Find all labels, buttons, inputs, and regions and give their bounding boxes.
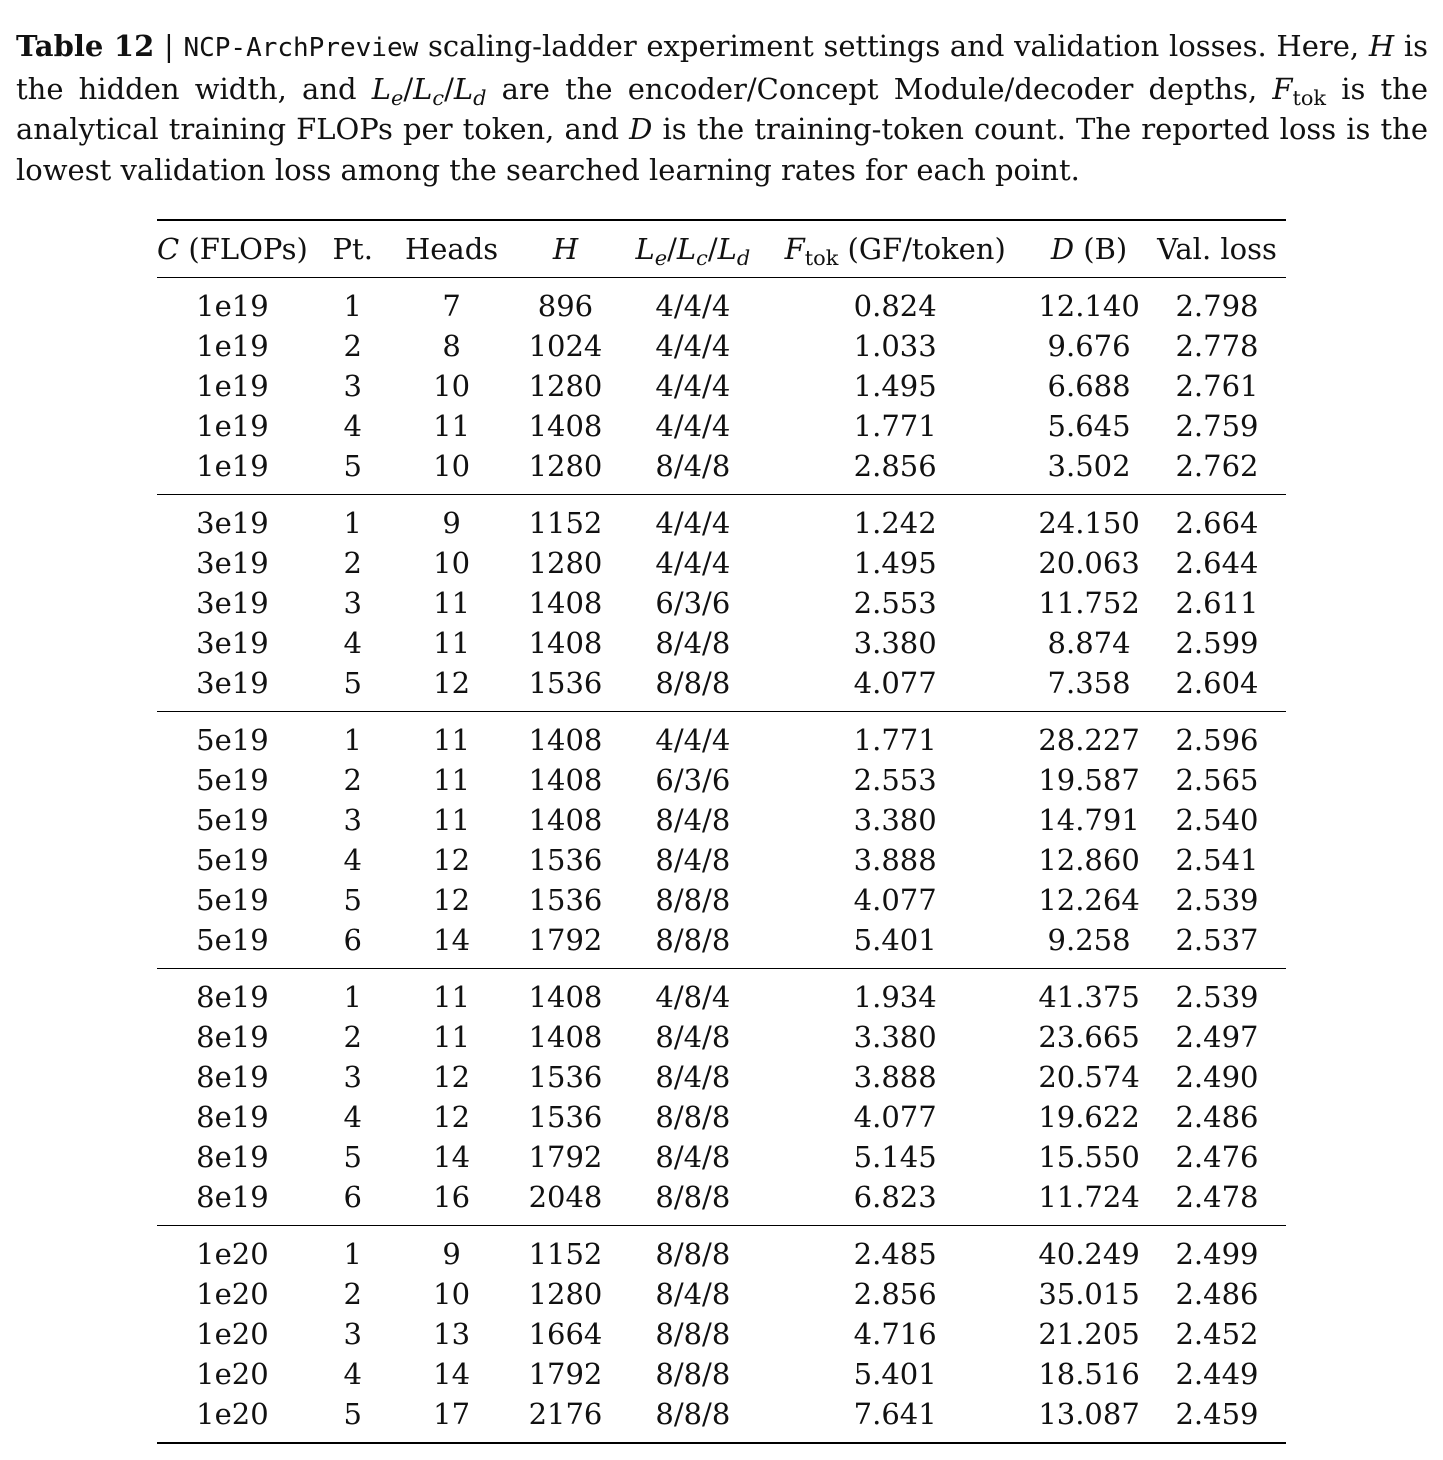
cell-ftok: 3.380	[853, 626, 937, 660]
cell-compute: 1e19	[196, 409, 269, 443]
cell-heads: 11	[433, 723, 471, 757]
symbol-lc: $L_c$	[413, 71, 445, 110]
cell-hidden-width: 896	[537, 289, 594, 323]
table-row	[157, 366, 1286, 406]
cell-hidden-width: 1792	[528, 1140, 603, 1174]
table-row	[157, 583, 1286, 623]
cell-ftok: 3.380	[853, 803, 937, 837]
cell-point: 5	[343, 883, 362, 917]
cell-ftok: 2.856	[853, 1277, 937, 1311]
cell-depths: 4/4/4	[655, 506, 731, 540]
cell-point: 6	[343, 923, 362, 957]
cell-ftok: 1.242	[853, 506, 937, 540]
cell-tokens: 15.550	[1038, 1140, 1140, 1174]
cell-hidden-width: 1536	[528, 1100, 603, 1134]
cell-point: 1	[343, 980, 362, 1014]
table-row	[157, 920, 1286, 969]
table-row	[157, 880, 1286, 920]
cell-ftok: 2.485	[853, 1237, 937, 1271]
cell-heads: 11	[433, 803, 471, 837]
cell-ftok: 1.033	[853, 329, 937, 363]
cell-val-loss: 2.759	[1175, 409, 1259, 443]
table-row	[157, 1057, 1286, 1097]
cell-heads: 11	[433, 763, 471, 797]
cell-depths: 8/4/8	[655, 843, 731, 877]
cell-tokens: 18.516	[1038, 1357, 1140, 1391]
cell-depths: 8/8/8	[655, 1100, 731, 1134]
cell-tokens: 11.724	[1038, 1180, 1140, 1214]
cell-val-loss: 2.565	[1175, 763, 1259, 797]
cell-depths: 4/4/4	[655, 409, 731, 443]
cell-tokens: 9.258	[1047, 923, 1131, 957]
cell-tokens: 8.874	[1047, 626, 1131, 660]
cell-depths: 4/4/4	[655, 289, 731, 323]
table-row	[157, 1097, 1286, 1137]
table-group	[157, 495, 1286, 712]
cell-heads: 11	[433, 409, 471, 443]
cell-val-loss: 2.486	[1175, 1100, 1259, 1134]
cell-tokens: 28.227	[1038, 723, 1140, 757]
cell-heads: 12	[433, 883, 471, 917]
cell-depths: 8/8/8	[655, 1180, 731, 1214]
caption-text-5: is the training-token count. The reported loss is the lowest validation loss among the searched learning rates for each point.	[16, 112, 1428, 187]
cell-ftok: 1.495	[853, 546, 937, 580]
cell-compute: 1e19	[196, 289, 269, 323]
cell-hidden-width: 2176	[528, 1397, 603, 1431]
cell-point: 1	[343, 289, 362, 323]
header-tokens: D (B)	[1050, 232, 1128, 266]
table-row	[157, 1177, 1286, 1226]
cell-depths: 8/8/8	[655, 1237, 731, 1271]
cell-val-loss: 2.539	[1175, 980, 1259, 1014]
cell-tokens: 20.063	[1038, 546, 1140, 580]
table-row	[157, 800, 1286, 840]
cell-hidden-width: 1024	[528, 329, 603, 363]
table-row	[157, 1274, 1286, 1314]
symbol-d: D	[629, 112, 653, 146]
cell-val-loss: 2.486	[1175, 1277, 1259, 1311]
cell-depths: 6/3/6	[655, 586, 731, 620]
cell-point: 4	[343, 1100, 362, 1134]
cell-val-loss: 2.452	[1175, 1317, 1259, 1351]
cell-heads: 10	[433, 369, 471, 403]
table-group	[157, 712, 1286, 969]
cell-ftok: 0.824	[853, 289, 937, 323]
table-row	[157, 840, 1286, 880]
symbol-ld: $L_d$	[453, 71, 487, 110]
cell-ftok: 4.077	[853, 883, 937, 917]
table-group	[157, 278, 1286, 495]
cell-depths: 8/8/8	[655, 1397, 731, 1431]
header-heads: Heads	[404, 232, 499, 266]
table-group	[157, 969, 1286, 1226]
table-row	[157, 623, 1286, 663]
cell-hidden-width: 1280	[528, 369, 603, 403]
cell-compute: 1e19	[196, 369, 269, 403]
cell-ftok: 4.716	[853, 1317, 937, 1351]
cell-heads: 12	[433, 1100, 471, 1134]
cell-heads: 10	[433, 449, 471, 483]
cell-ftok: 1.771	[853, 723, 937, 757]
cell-hidden-width: 1152	[528, 1237, 603, 1271]
cell-tokens: 9.676	[1047, 329, 1131, 363]
cell-point: 3	[343, 803, 362, 837]
cell-hidden-width: 1408	[528, 803, 603, 837]
table-row	[157, 1226, 1286, 1275]
cell-point: 5	[343, 1397, 362, 1431]
cell-heads: 17	[433, 1397, 471, 1431]
cell-hidden-width: 1280	[528, 546, 603, 580]
cell-heads: 10	[433, 1277, 471, 1311]
cell-depths: 8/8/8	[655, 1317, 731, 1351]
cell-hidden-width: 1536	[528, 883, 603, 917]
cell-heads: 9	[442, 506, 461, 540]
cell-compute: 5e19	[196, 923, 269, 957]
cell-tokens: 35.015	[1038, 1277, 1140, 1311]
cell-tokens: 6.688	[1047, 369, 1131, 403]
cell-point: 2	[343, 329, 362, 363]
cell-tokens: 13.087	[1038, 1397, 1140, 1431]
cell-heads: 12	[433, 1060, 471, 1094]
cell-val-loss: 2.798	[1175, 289, 1259, 323]
cell-ftok: 3.888	[853, 843, 937, 877]
cell-compute: 1e20	[196, 1237, 269, 1271]
cell-tokens: 3.502	[1047, 449, 1131, 483]
cell-val-loss: 2.599	[1175, 626, 1259, 660]
cell-tokens: 12.860	[1038, 843, 1140, 877]
cell-depths: 8/4/8	[655, 1020, 731, 1054]
cell-ftok: 2.553	[853, 763, 937, 797]
cell-val-loss: 2.664	[1175, 506, 1259, 540]
cell-tokens: 12.264	[1038, 883, 1140, 917]
cell-point: 1	[343, 723, 362, 757]
cell-hidden-width: 2048	[528, 1180, 603, 1214]
cell-depths: 6/3/6	[655, 763, 731, 797]
cell-compute: 5e19	[196, 723, 269, 757]
cell-point: 3	[343, 1060, 362, 1094]
cell-ftok: 3.380	[853, 1020, 937, 1054]
header-point: Pt.	[332, 232, 373, 266]
cell-hidden-width: 1536	[528, 843, 603, 877]
table-row	[157, 1137, 1286, 1177]
cell-heads: 7	[442, 289, 461, 323]
cell-compute: 3e19	[196, 586, 269, 620]
cell-ftok: 6.823	[853, 1180, 937, 1214]
cell-hidden-width: 1408	[528, 980, 603, 1014]
cell-compute: 5e19	[196, 843, 269, 877]
results-table	[157, 219, 1286, 1444]
cell-point: 5	[343, 449, 362, 483]
cell-point: 2	[343, 763, 362, 797]
table-group	[157, 1226, 1286, 1444]
cell-tokens: 5.645	[1047, 409, 1131, 443]
cell-ftok: 1.771	[853, 409, 937, 443]
cell-val-loss: 2.541	[1175, 843, 1259, 877]
cell-hidden-width: 1408	[528, 409, 603, 443]
table-row	[157, 969, 1286, 1018]
cell-compute: 8e19	[196, 1140, 269, 1174]
symbol-ftok: $F_{tok}$	[1272, 71, 1327, 110]
cell-compute: 5e19	[196, 803, 269, 837]
cell-compute: 8e19	[196, 1100, 269, 1134]
cell-depths: 4/4/4	[655, 329, 731, 363]
cell-tokens: 20.574	[1038, 1060, 1140, 1094]
cell-hidden-width: 1408	[528, 586, 603, 620]
cell-point: 5	[343, 666, 362, 700]
cell-tokens: 12.140	[1038, 289, 1140, 323]
cell-heads: 11	[433, 586, 471, 620]
cell-point: 3	[343, 369, 362, 403]
cell-compute: 3e19	[196, 506, 269, 540]
cell-tokens: 21.205	[1038, 1317, 1140, 1351]
cell-val-loss: 2.497	[1175, 1020, 1259, 1054]
table-row	[157, 326, 1286, 366]
cell-compute: 1e20	[196, 1357, 269, 1391]
cell-point: 1	[343, 506, 362, 540]
cell-tokens: 7.358	[1047, 666, 1131, 700]
cell-ftok: 2.856	[853, 449, 937, 483]
caption-text-4: is the analytical training FLOPs per token, and	[16, 71, 1429, 146]
cell-tokens: 23.665	[1038, 1020, 1140, 1054]
cell-compute: 3e19	[196, 626, 269, 660]
cell-point: 4	[343, 843, 362, 877]
header-depths: $L_e/L_c/L_d$	[635, 232, 751, 270]
cell-hidden-width: 1408	[528, 763, 603, 797]
cell-heads: 16	[433, 1180, 471, 1214]
cell-val-loss: 2.611	[1175, 586, 1259, 620]
cell-depths: 8/4/8	[655, 803, 731, 837]
header-ftok: $F_{tok}$ (GF/token)	[784, 232, 1006, 270]
cell-hidden-width: 1408	[528, 723, 603, 757]
cell-compute: 1e20	[196, 1277, 269, 1311]
cell-depths: 8/4/8	[655, 1060, 731, 1094]
caption-text-3: are the encoder/Concept Module/decoder depths,	[486, 71, 1273, 106]
symbol-h: H	[1368, 29, 1395, 63]
cell-compute: 1e19	[196, 329, 269, 363]
cell-depths: 8/8/8	[655, 923, 731, 957]
cell-val-loss: 2.478	[1175, 1180, 1259, 1214]
cell-depths: 8/4/8	[655, 1140, 731, 1174]
cell-point: 4	[343, 626, 362, 660]
cell-tokens: 14.791	[1038, 803, 1140, 837]
cell-val-loss: 2.459	[1175, 1397, 1259, 1431]
cell-val-loss: 2.604	[1175, 666, 1259, 700]
cell-depths: 4/4/4	[655, 546, 731, 580]
cell-compute: 8e19	[196, 1020, 269, 1054]
table-row	[157, 406, 1286, 446]
cell-hidden-width: 1280	[528, 449, 603, 483]
cell-hidden-width: 1536	[528, 1060, 603, 1094]
cell-point: 5	[343, 1140, 362, 1174]
cell-heads: 11	[433, 626, 471, 660]
table-label: Table 12	[16, 29, 155, 63]
cell-heads: 12	[433, 843, 471, 877]
table-row	[157, 446, 1286, 495]
cell-depths: 8/8/8	[655, 1357, 731, 1391]
cell-heads: 13	[433, 1317, 471, 1351]
cell-compute: 1e20	[196, 1317, 269, 1351]
cell-tokens: 11.752	[1038, 586, 1140, 620]
cell-point: 2	[343, 546, 362, 580]
cell-point: 1	[343, 1237, 362, 1271]
cell-heads: 14	[433, 923, 471, 957]
cell-depths: 8/8/8	[655, 883, 731, 917]
cell-val-loss: 2.476	[1175, 1140, 1259, 1174]
cell-tokens: 41.375	[1038, 980, 1140, 1014]
cell-tokens: 19.587	[1038, 763, 1140, 797]
caption-separator: |	[154, 29, 184, 63]
cell-ftok: 5.401	[853, 923, 937, 957]
cell-ftok: 3.888	[853, 1060, 937, 1094]
cell-heads: 11	[433, 980, 471, 1014]
cell-point: 3	[343, 586, 362, 620]
cell-val-loss: 2.499	[1175, 1237, 1259, 1271]
cell-heads: 12	[433, 666, 471, 700]
cell-ftok: 2.553	[853, 586, 937, 620]
cell-ftok: 1.934	[853, 980, 937, 1014]
cell-heads: 14	[433, 1140, 471, 1174]
cell-hidden-width: 1408	[528, 626, 603, 660]
cell-hidden-width: 1408	[528, 1020, 603, 1054]
table-header	[157, 220, 1286, 278]
cell-hidden-width: 1280	[528, 1277, 603, 1311]
header-compute: C (FLOPs)	[157, 232, 308, 266]
cell-point: 2	[343, 1020, 362, 1054]
cell-hidden-width: 1792	[528, 1357, 603, 1391]
table-row	[157, 760, 1286, 800]
cell-ftok: 4.077	[853, 666, 937, 700]
cell-tokens: 19.622	[1038, 1100, 1140, 1134]
cell-hidden-width: 1792	[528, 923, 603, 957]
cell-val-loss: 2.596	[1175, 723, 1259, 757]
cell-val-loss: 2.762	[1175, 449, 1259, 483]
cell-compute: 8e19	[196, 1060, 269, 1094]
cell-compute: 8e19	[196, 1180, 269, 1214]
cell-compute: 5e19	[196, 883, 269, 917]
symbol-le: $L_e$	[371, 71, 404, 110]
cell-val-loss: 2.537	[1175, 923, 1259, 957]
table-row	[157, 663, 1286, 712]
table-row	[157, 1354, 1286, 1394]
table-row	[157, 1394, 1286, 1443]
cell-point: 4	[343, 1357, 362, 1391]
header-hidden-width: H	[552, 232, 579, 266]
table-row	[157, 1017, 1286, 1057]
cell-depths: 8/4/8	[655, 626, 731, 660]
cell-ftok: 5.145	[853, 1140, 937, 1174]
cell-heads: 14	[433, 1357, 471, 1391]
cell-val-loss: 2.540	[1175, 803, 1259, 837]
cell-depths: 4/8/4	[655, 980, 731, 1014]
cell-compute: 3e19	[196, 546, 269, 580]
cell-heads: 9	[442, 1237, 461, 1271]
cell-ftok: 5.401	[853, 1357, 937, 1391]
cell-depths: 4/4/4	[655, 723, 731, 757]
cell-val-loss: 2.490	[1175, 1060, 1259, 1094]
cell-tokens: 24.150	[1038, 506, 1140, 540]
cell-heads: 11	[433, 1020, 471, 1054]
cell-compute: 1e20	[196, 1397, 269, 1431]
table-row	[157, 278, 1286, 327]
cell-depths: 4/4/4	[655, 369, 731, 403]
cell-val-loss: 2.539	[1175, 883, 1259, 917]
table-caption: Table 12 | NCP-ArchPreview scaling-ladder experiment settings and validation losses. Here, H is the hidden width, and $L_e/L_c/L_d$ are the encoder/Concept Module/decoder depths, $F_{tok}$ is the analytical training FLOPs per token, and D is the training-token count. The reported loss is the lowest validation loss among the searched learning rates for each point.	[16, 29, 1429, 187]
cell-heads: 8	[442, 329, 461, 363]
cell-point: 4	[343, 409, 362, 443]
cell-val-loss: 2.449	[1175, 1357, 1259, 1391]
cell-depths: 8/4/8	[655, 449, 731, 483]
cell-depths: 8/8/8	[655, 666, 731, 700]
cell-hidden-width: 1664	[528, 1317, 603, 1351]
cell-tokens: 40.249	[1038, 1237, 1140, 1271]
cell-heads: 10	[433, 546, 471, 580]
cell-ftok: 1.495	[853, 369, 937, 403]
cell-compute: 3e19	[196, 666, 269, 700]
cell-hidden-width: 1152	[528, 506, 603, 540]
table-row	[157, 495, 1286, 544]
cell-hidden-width: 1536	[528, 666, 603, 700]
cell-val-loss: 2.778	[1175, 329, 1259, 363]
cell-ftok: 4.077	[853, 1100, 937, 1134]
cell-compute: 1e19	[196, 449, 269, 483]
cell-compute: 8e19	[196, 980, 269, 1014]
cell-depths: 8/4/8	[655, 1277, 731, 1311]
cell-ftok: 7.641	[853, 1397, 937, 1431]
header-val-loss: Val. loss	[1157, 232, 1277, 266]
table-row	[157, 712, 1286, 761]
cell-val-loss: 2.644	[1175, 546, 1259, 580]
cell-point: 3	[343, 1317, 362, 1351]
cell-point: 2	[343, 1277, 362, 1311]
cell-point: 6	[343, 1180, 362, 1214]
table-row	[157, 543, 1286, 583]
caption-text-1: scaling-ladder experiment settings and validation losses. Here,	[418, 29, 1369, 63]
cell-val-loss: 2.761	[1175, 369, 1259, 403]
cell-compute: 5e19	[196, 763, 269, 797]
caption-text-2: is the hidden width, and	[16, 29, 1428, 106]
table-row	[157, 1314, 1286, 1354]
model-name: NCP-ArchPreview	[183, 33, 419, 63]
